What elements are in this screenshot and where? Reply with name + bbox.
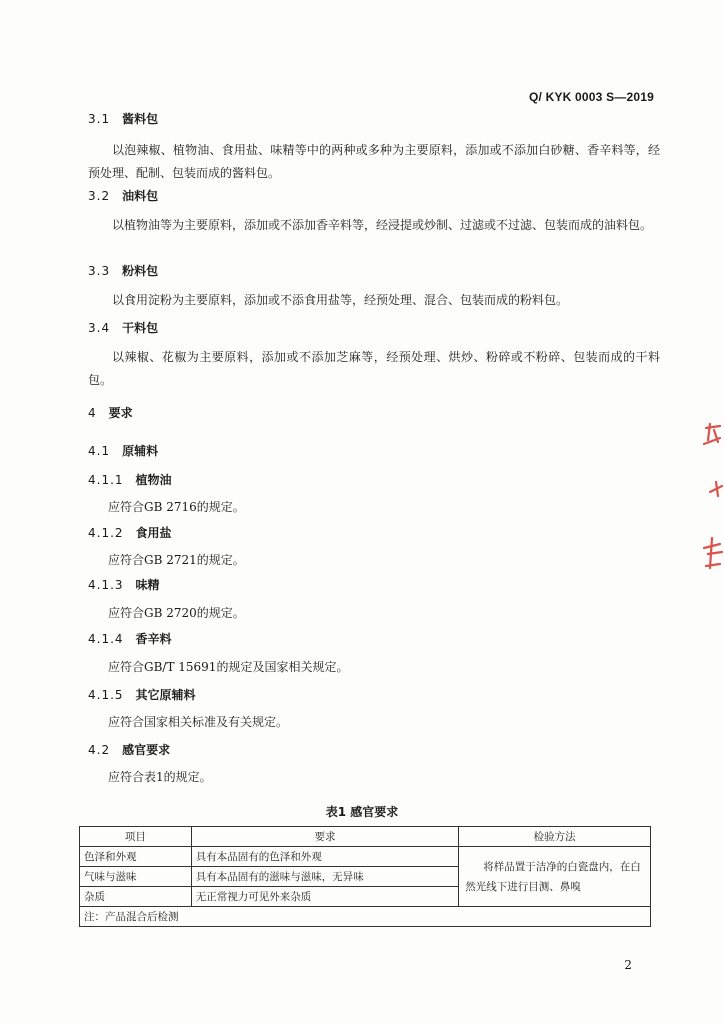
section-title: 食用盐 [135, 526, 172, 540]
section-title: 香辛料 [135, 632, 172, 646]
section-heading-3-2 [88, 187, 158, 204]
section-title: 感官要求 [122, 743, 171, 757]
table-cell-item: 色泽和外观 [80, 847, 192, 867]
section-heading-3-3 [88, 262, 158, 279]
table-header-cell: 项目 [80, 827, 192, 847]
table-note-row [80, 907, 651, 927]
section-text-3-4: 以辣椒、花椒为主要原料，添加或不添加芝麻等，经预处理、烘炒、粉碎或不粉碎、包装而成的干料包。 [88, 350, 660, 387]
section-heading-4-1-4 [88, 630, 172, 647]
table-cell-requirement: 具有本品固有的色泽和外观 [191, 847, 459, 867]
table-cell-item: 杂质 [80, 887, 192, 907]
section-heading-4-2 [88, 741, 170, 758]
section-text-4-1-5: 应符合国家相关标准及有关规定。 [108, 715, 289, 729]
section-number: 4.1.5 [88, 688, 124, 702]
section-text-4-1-4: 应符合GB/T 15691的规定及国家相关规定。 [108, 660, 349, 674]
table-note: 注：产品混合后检测 [80, 907, 651, 927]
section-heading-4-1-5 [88, 686, 196, 703]
table-cell-item: 气味与滋味 [80, 867, 192, 887]
section-title: 要求 [108, 406, 133, 420]
section-text-4-2: 应符合表1的规定。 [108, 770, 212, 784]
table-cell-method: 将样品置于洁净的白瓷盘内，在白然光线下进行目测、鼻嗅 [459, 847, 651, 907]
section-heading-4-1-3 [88, 576, 160, 593]
table-header-cell: 检验方法 [459, 827, 651, 847]
section-text-4-1-2: 应符合GB 2721的规定。 [108, 553, 245, 567]
section-number: 4.1.2 [88, 526, 124, 540]
section-number: 4.1.3 [88, 578, 124, 592]
section-heading-4-1-1 [88, 471, 172, 488]
section-title: 其它原辅料 [135, 688, 196, 702]
section-number: 4.1 [88, 444, 111, 458]
section-number: 3.3 [88, 264, 111, 278]
page-number: 2 [624, 958, 632, 972]
table-cell-requirement: 无正常视力可见外来杂质 [191, 887, 459, 907]
section-number: 4 [88, 406, 97, 420]
section-text-4-1-3: 应符合GB 2720的规定。 [108, 606, 245, 620]
section-heading-3-1 [88, 110, 158, 127]
section-number: 3.4 [88, 321, 111, 335]
section-number: 4.1.4 [88, 632, 124, 646]
section-title: 油料包 [122, 189, 159, 203]
table-header-row [80, 827, 651, 847]
section-text-4-1-1: 应符合GB 2716的规定。 [108, 500, 245, 514]
section-title: 味精 [135, 578, 160, 592]
table-header-cell: 要求 [191, 827, 459, 847]
section-heading-4-1 [88, 442, 158, 459]
document-code: Q/ KYK 0003 S—2019 [528, 90, 654, 104]
section-number: 3.1 [88, 112, 111, 126]
table-caption: 表1 感官要求 [325, 805, 399, 819]
section-heading-4 [88, 404, 133, 421]
section-text-3-1: 以泡辣椒、植物油、食用盐、味精等中的两种或多种为主要原料，添加或不添加白砂糖、香辛料等，经预处理、配制、包装而成的酱料包。 [88, 143, 660, 180]
section-number: 4.2 [88, 743, 111, 757]
table-cell-requirement: 具有本品固有的滋味与滋味，无异味 [191, 867, 459, 887]
section-number: 3.2 [88, 189, 111, 203]
section-heading-3-4 [88, 319, 158, 336]
table-row [80, 847, 651, 867]
section-title: 干料包 [122, 321, 159, 335]
seal-stamp-fragment-icon [696, 420, 724, 580]
section-text-3-3: 以食用淀粉为主要原料，添加或不添食用盐等，经预处理、混合、包装而成的粉料包。 [112, 293, 569, 307]
section-title: 原辅料 [122, 444, 159, 458]
sensory-requirements-table [79, 826, 651, 927]
section-text-3-2: 以植物油等为主要原料，添加或不添加香辛料等，经浸提或炒制、过滤或不过滤、包装而成的油料包。 [112, 218, 653, 232]
section-heading-4-1-2 [88, 524, 172, 541]
section-number: 4.1.1 [88, 473, 124, 487]
section-title: 酱料包 [122, 112, 159, 126]
section-title: 粉料包 [122, 264, 159, 278]
section-title: 植物油 [135, 473, 172, 487]
